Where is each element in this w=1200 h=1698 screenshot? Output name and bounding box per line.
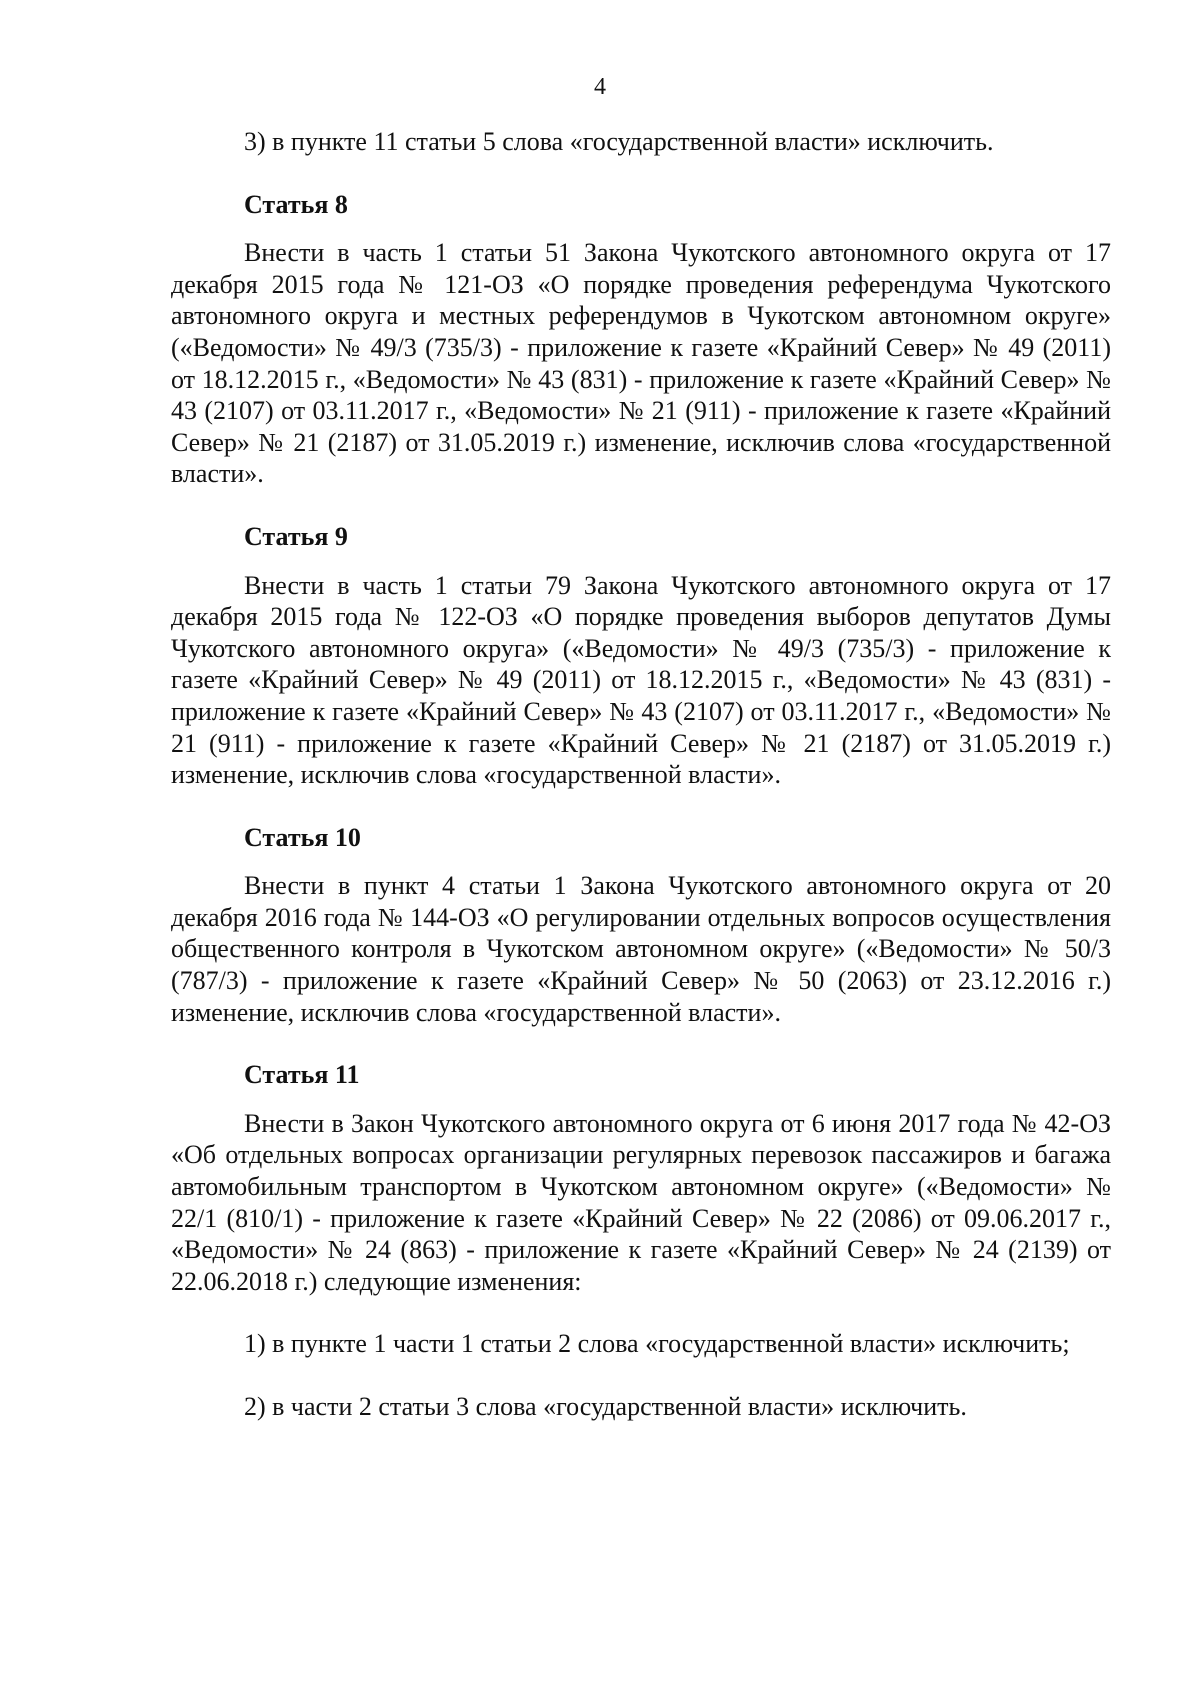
- article-9-heading: Статья 9: [244, 521, 348, 551]
- article-11-text: Внести в Закон Чукотского автономного округа от 6 июня 2017 года № 42-ОЗ «Об отдельных вопросах организации регулярных перевозок пассажиров и багажа автомобильным транспортом в Чукотском автономном округе» («Ведомости» № 22/1 (810/1) - приложение к газете «Крайний Север» № 22 (2086) от 09.06.2017 г., «Ведомости» № 24 (863) - приложение к газете «Крайний Север» № 24 (2139) от 22.06.2018 г.) следующие изменения:: [171, 1108, 1111, 1296]
- article-10-heading: Статья 10: [244, 822, 361, 852]
- document-body: [171, 126, 1111, 1423]
- article-8-text: Внести в часть 1 статьи 51 Закона Чукотского автономного округа от 17 декабря 2015 года № 121-ОЗ «О порядке проведения референдума Чукотского автономного округа и местных референдумов в Чукотском автономном округе» («Ведомости» № 49/3 (735/3) - приложение к газете «Крайний Север» № 49 (2011) от 18.12.2015 г., «Ведомости» № 43 (831) - приложение к газете «Крайний Север» № 43 (2107) от 03.11.2017 г., «Ведомости» № 21 (911) - приложение к газете «Крайний Север» № 21 (2187) от 31.05.2019 г.) изменение, исключив слова «государственной власти».: [171, 238, 1111, 489]
- page-number: 4: [594, 74, 606, 100]
- list-item-3: 3) в пункте 11 статьи 5 слова «государственной власти» исключить.: [244, 127, 994, 156]
- article-11-item-1: 1) в пункте 1 части 1 статьи 2 слова «государственной власти» исключить;: [244, 1329, 1070, 1359]
- article-8-heading: Статья 8: [244, 189, 348, 219]
- article-9-text: Внести в часть 1 статьи 79 Закона Чукотского автономного округа от 17 декабря 2015 года № 122-ОЗ «О порядке проведения выборов депутатов Думы Чукотского автономного округа» («Ведомости» № 49/3 (735/3) - приложение к газете «Крайний Север» № 49 (2011) от 18.12.2015 г., «Ведомости» № 43 (831) - приложение к газете «Крайний Север» № 43 (2107) от 03.11.2017 г., «Ведомости» № 21 (911) - приложение к газете «Крайний Север» № 21 (2187) от 31.05.2019 г.) изменение, исключив слова «государственной власти».: [171, 570, 1111, 790]
- article-11-heading: Статья 11: [244, 1060, 360, 1090]
- article-11-item-2: 2) в части 2 статьи 3 слова «государственной власти» исключить.: [244, 1392, 967, 1421]
- article-10-text: Внести в пункт 4 статьи 1 Закона Чукотского автономного округа от 20 декабря 2016 года № 144-ОЗ «О регулировании отдельных вопросов осуществления общественного контроля в Чукотском автономном округе» («Ведомости» № 50/3 (787/3) - приложение к газете «Крайний Север» № 50 (2063) от 23.12.2016 г.) изменение, исключив слова «государственной власти».: [171, 871, 1111, 1027]
